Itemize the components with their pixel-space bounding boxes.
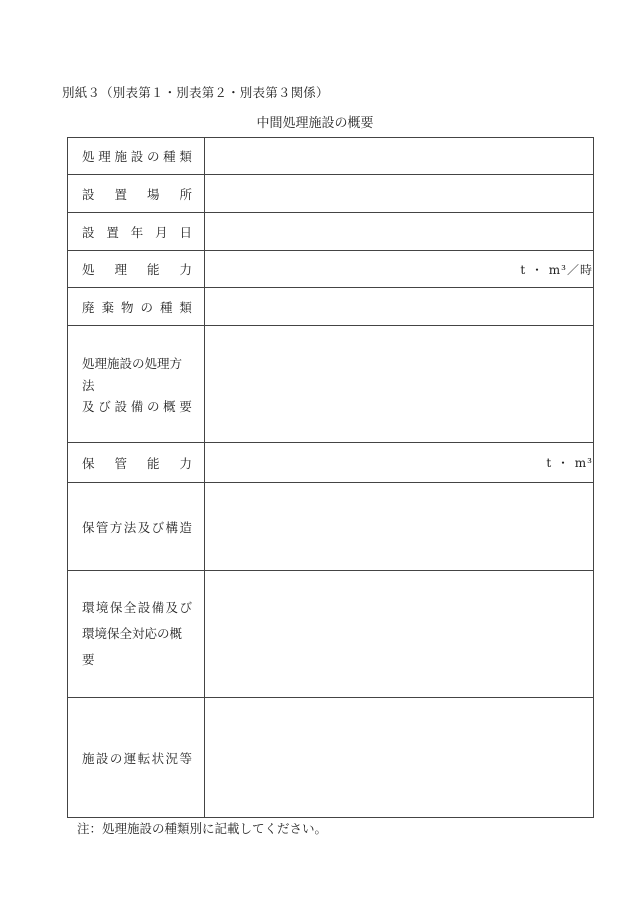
field-environment[interactable] <box>205 571 594 698</box>
row-label-storage-capacity <box>68 443 205 483</box>
row-label-storage-method <box>68 483 205 571</box>
row-label-facility-type <box>68 138 205 175</box>
storage-unit: t ・ m³ <box>546 456 593 470</box>
label-text: 廃 棄 物 の 種 類 <box>82 299 192 315</box>
label-text: 設 置 年 月 日 <box>82 224 192 240</box>
table-row <box>68 138 594 175</box>
label-line-1: 処理施設の処理方法 <box>82 356 183 393</box>
row-label-location <box>68 175 205 213</box>
field-storage-method[interactable] <box>205 483 594 571</box>
table-row <box>68 443 594 483</box>
field-location[interactable] <box>205 175 594 213</box>
document-title: 中間処理施設の概要 <box>256 116 374 131</box>
field-facility-type[interactable] <box>205 138 594 175</box>
field-waste-type[interactable] <box>205 288 594 326</box>
table-row <box>68 251 594 288</box>
row-label-capacity <box>68 251 205 288</box>
table-row <box>68 698 594 818</box>
table-row <box>68 326 594 443</box>
table-row <box>68 288 594 326</box>
label-line-2: 環境保全対応の概要 <box>82 626 183 667</box>
field-install-date[interactable] <box>205 213 594 251</box>
label-text: 処 理 施 設 の 種 類 <box>82 149 192 164</box>
row-label-install-date <box>68 213 205 251</box>
field-processing-method[interactable] <box>205 326 594 443</box>
label-text: 処 理 能 力 <box>82 262 192 277</box>
label-text: 施 設 の 運 転 状 況 等 <box>82 750 192 766</box>
field-storage-capacity[interactable] <box>205 443 594 483</box>
field-capacity[interactable] <box>205 251 594 288</box>
label-line-1: 環 境 保 全 設 備 及 び <box>82 600 192 615</box>
row-label-processing-method <box>68 326 205 443</box>
capacity-unit: t ・ m³／時 <box>520 262 593 277</box>
table-row <box>68 175 594 213</box>
row-label-environment <box>68 571 205 698</box>
row-label-waste-type <box>68 288 205 326</box>
footnote: 注：処理施設の種類別に記載してください。 <box>77 821 328 836</box>
label-line-2: 及 び 設 備 の 概 要 <box>82 399 192 414</box>
label-text: 設 置 場 所 <box>82 186 192 202</box>
field-operation-status[interactable] <box>205 698 594 818</box>
attachment-header: 別紙３（別表第１・別表第２・別表第３関係） <box>62 85 329 100</box>
table-row <box>68 483 594 571</box>
table-row <box>68 213 594 251</box>
label-text: 保 管 能 力 <box>82 455 192 471</box>
facility-overview-table <box>67 137 594 818</box>
table-row <box>68 571 594 698</box>
row-label-operation-status <box>68 698 205 818</box>
label-text: 保 管 方 法 及 び 構 造 <box>82 519 192 535</box>
